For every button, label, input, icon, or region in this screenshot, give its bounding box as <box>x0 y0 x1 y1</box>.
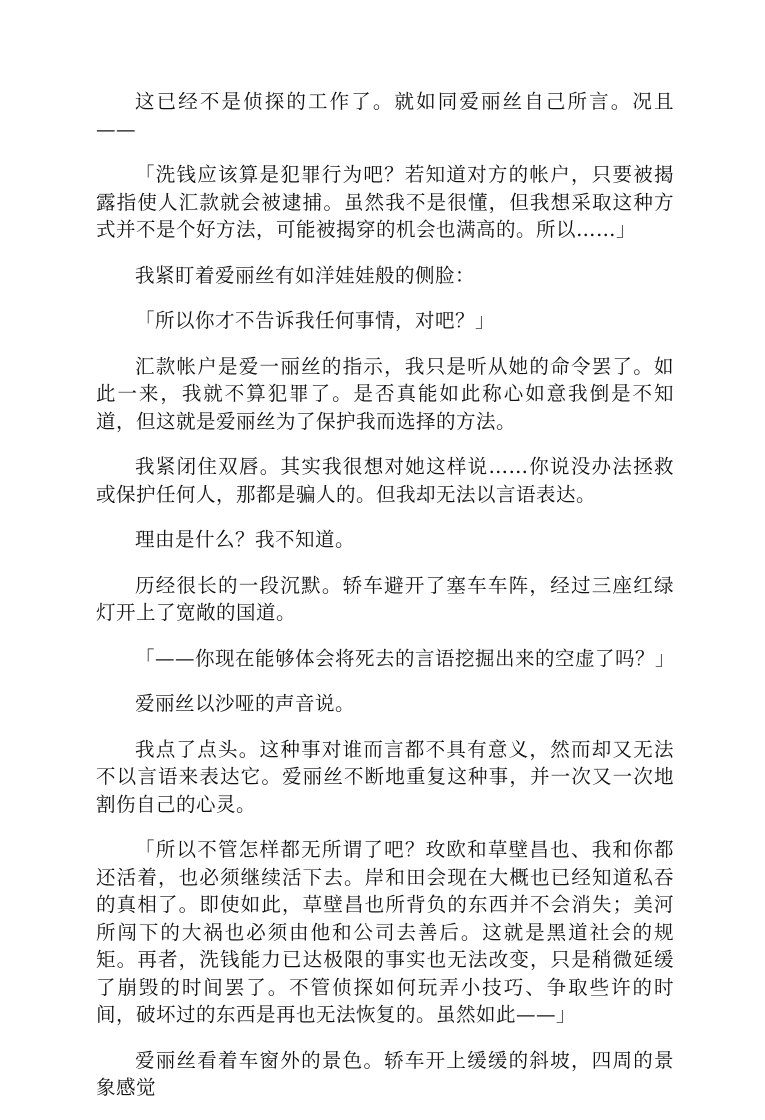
paragraph-3: 我紧盯着爱丽丝有如洋娃娃般的侧脸： <box>135 263 476 287</box>
paragraph-11: 我点了点头。这种事对谁而言都不具有意义，然而却又无法不以言语来表达它。爱丽丝不断地重复这种事，并一次又一次地割伤自己的心灵。 <box>96 737 674 816</box>
paragraph-2-dialogue: 「洗钱应该算是犯罪行为吧？若知道对方的帐户，只要被揭露指使人汇款就会被逮捕。虽然我不是很懂，但我想采取这种方式并不是个好方法，可能被揭穿的机会也满高的。所以……」 <box>96 163 674 241</box>
paragraph-4-dialogue: 「所以你才不告诉我任何事情，对吧？」 <box>135 309 496 332</box>
paragraph-10: 爱丽丝以沙哑的声音说。 <box>135 692 356 715</box>
paragraph-12-dialogue: 「所以不管怎样都无所谓了吧？玫欧和草壁昌也、我和你都还活着，也必须继续活下去。岸和田会现在大概也已经知道私吞的真相了。即使如此，草壁昌也所背负的东西并不会消失；美河所闯下的大祸也必须由他和公司去善后。这就是黑道社会的规矩。再者，洗钱能力已达极限的事实也无法改变，只是稍微延缓了崩毁的时间罢了。不管侦探如何玩弄小技巧、争取些许的时间，破坏过的东西是再也无法恢复的。虽然如此——」 <box>96 838 674 1026</box>
paragraph-13: 爱丽丝看着车窗外的景色。轿车开上缓缓的斜坡，四周的景象感觉 <box>96 1048 674 1099</box>
paragraph-6: 我紧闭住双唇。其实我很想对她这样说……你说没办法拯救或保护任何人，那都是骗人的。但我却无法以言语表达。 <box>96 455 674 506</box>
paragraph-1: 这已经不是侦探的工作了。就如同爱丽丝自己所言。况且—— <box>96 90 674 141</box>
paragraph-8: 历经很长的一段沉默。轿车避开了塞车车阵，经过三座红绿灯开上了宽敞的国道。 <box>96 573 674 624</box>
paragraph-9-dialogue: 「——你现在能够体会将死去的言语挖掘出来的空虚了吗？」 <box>135 646 676 670</box>
paragraph-7: 理由是什么？我不知道。 <box>135 528 356 551</box>
document-body <box>96 88 674 1120</box>
paragraph-5: 汇款帐户是爱一丽丝的指示，我只是听从她的命令罢了。如此一来，我就不算犯罪了。是否真能如此称心如意我倒是不知道，但这就是爱丽丝为了保护我而选择的方法。 <box>96 354 674 433</box>
